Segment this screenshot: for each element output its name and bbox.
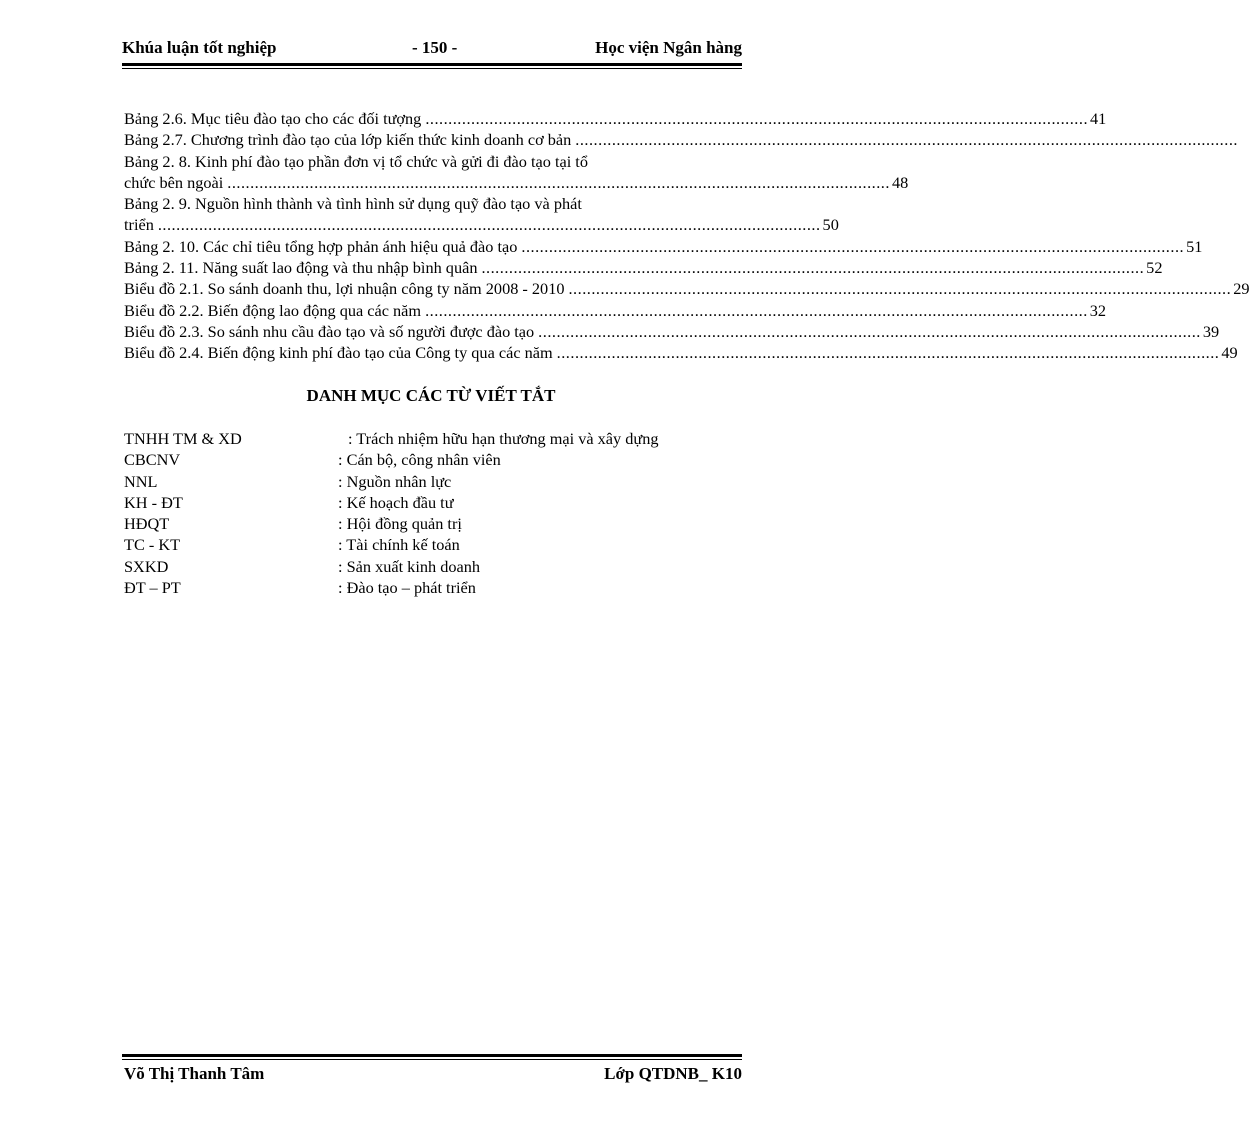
toc-entry-title: Biểu đồ 2.2. Biến động lao động qua các năm	[124, 300, 422, 320]
toc-leader: .................................................................................................................................................	[521, 236, 1185, 256]
abbreviation-definition: : Cán bộ, công nhân viên	[338, 450, 501, 470]
toc-leader: .................................................................................................................................................	[568, 279, 1232, 299]
header-thesis-label: Khúa luận tốt nghiệp	[122, 38, 277, 57]
footer-author: Võ Thị Thanh Tâm	[124, 1064, 265, 1083]
toc-entry-title-line[interactable]: Bảng 2. 8. Kinh phí đào tạo phần đơn vị tổ chức và gửi đi đào tạo tại tổ	[124, 151, 588, 171]
toc-entry-page: 32	[1089, 300, 1107, 320]
footer-class: Lớp QTDNB_ K10	[604, 1064, 742, 1083]
abbreviation-term: ĐT – PT	[124, 578, 181, 598]
toc-entry-title: Biểu đồ 2.3. So sánh nhu cầu đào tạo và số người được đào tạo	[124, 321, 535, 341]
abbreviation-term: CBCNV	[124, 450, 181, 470]
abbreviations-list	[124, 428, 724, 598]
abbreviation-term: TNHH TM & XD	[124, 429, 242, 448]
abbreviation-row	[124, 492, 724, 513]
toc-leader: .................................................................................................................................................	[425, 300, 1088, 320]
toc-leader: .................................................................................................................................................	[157, 215, 821, 235]
toc-entry-title: Bảng 2.6. Mục tiêu đào tạo cho các đối tượng	[124, 109, 422, 128]
abbreviation-term: HĐQT	[124, 514, 170, 534]
abbreviation-row	[124, 428, 724, 449]
page-header	[122, 38, 742, 62]
abbreviation-term: TC - KT	[124, 535, 181, 555]
toc-entry-page: 51	[1186, 236, 1203, 256]
footer-rule-thick	[122, 1054, 742, 1057]
toc-entry-title: Bảng 2. 10. Các chỉ tiêu tổng hợp phản ánh hiệu quả đào tạo	[124, 236, 518, 256]
toc-entry-title: Biểu đồ 2.1. So sánh doanh thu, lợi nhuận công ty năm 2008 - 2010	[124, 279, 565, 299]
toc-entry-title: Biểu đồ 2.4. Biến động kinh phí đào tạo của Công ty qua các năm	[124, 343, 553, 363]
toc-entry-title: Bảng 2. 11. Năng suất lao động và thu nhập bình quân	[124, 258, 478, 278]
abbreviation-row	[124, 534, 724, 555]
toc-entry-page: 41	[1090, 109, 1107, 128]
toc-entry-title-line[interactable]: Bảng 2. 9. Nguồn hình thành và tình hình sử dụng quỹ đào tạo và phát	[124, 194, 582, 214]
toc-leader: .................................................................................................................................................	[538, 321, 1201, 341]
toc-entry-page: 29	[1233, 279, 1249, 299]
toc-entry-page: 39	[1202, 321, 1220, 341]
toc-entry[interactable]	[124, 257, 1163, 278]
abbreviation-row	[124, 449, 724, 470]
toc-entry-page: 52	[1146, 258, 1163, 278]
toc-entry-title: Bảng 2.7. Chương trình đào tạo của lớp kiến thức kinh doanh cơ bản	[124, 130, 572, 150]
toc-entry[interactable]	[124, 300, 1107, 321]
toc-entry[interactable]	[124, 214, 839, 235]
abbreviation-definition: : Kế hoạch đầu tư	[338, 492, 454, 512]
abbreviation-term: SXKD	[124, 556, 169, 576]
header-rule-thin	[122, 68, 742, 69]
toc-leader: .................................................................................................................................................	[425, 109, 1089, 128]
toc-entry-page: 50	[822, 215, 839, 235]
toc-leader: .................................................................................................................................................	[481, 258, 1145, 278]
toc-entry[interactable]	[124, 108, 1107, 129]
toc-entry-page: 49	[1221, 343, 1238, 363]
abbreviation-definition: : Tài chính kế toán	[338, 535, 460, 555]
abbreviation-definition: : Nguồn nhân lực	[338, 471, 452, 491]
toc-leader: .................................................................................................................................................	[556, 343, 1220, 363]
toc-entry[interactable]	[124, 172, 909, 193]
abbreviation-row	[124, 513, 724, 534]
toc-entry-title: triển	[124, 215, 154, 235]
abbreviation-definition: : Hội đồng quản trị	[338, 514, 462, 534]
header-rule-thick	[122, 63, 742, 66]
abbreviation-definition: : Đào tạo – phát triển	[338, 578, 476, 598]
toc-entry[interactable]	[124, 342, 1238, 363]
toc-entry[interactable]	[124, 321, 1220, 342]
footer-rule-thin	[122, 1059, 742, 1060]
toc-leader: .................................................................................................................................................	[227, 172, 890, 192]
abbreviation-definition: : Trách nhiệm hữu hạn thương mại và xây dựng	[348, 429, 659, 448]
toc-entry-page: 48	[891, 172, 909, 192]
table-of-figures	[124, 108, 1249, 364]
abbreviation-row	[124, 471, 724, 492]
abbreviation-definition: : Sản xuất kinh doanh	[338, 556, 480, 576]
abbreviation-term: KH - ĐT	[124, 492, 183, 512]
header-page-number: - 150 -	[412, 38, 458, 57]
toc-entry[interactable]	[124, 129, 1238, 150]
page-footer	[122, 1064, 742, 1088]
toc-leader: .................................................................................................................................................	[575, 130, 1238, 150]
abbreviation-term: NNL	[124, 471, 158, 491]
toc-entry[interactable]	[124, 278, 1249, 299]
toc-entry-title: chức bên ngoài	[124, 172, 224, 192]
abbreviations-heading: DANH MỤC CÁC TỪ VIẾT TẮT	[306, 386, 556, 405]
abbreviation-row	[124, 577, 724, 598]
abbreviation-row	[124, 556, 724, 577]
header-institution: Học viện Ngân hàng	[595, 38, 742, 57]
toc-entry[interactable]	[124, 236, 1203, 257]
